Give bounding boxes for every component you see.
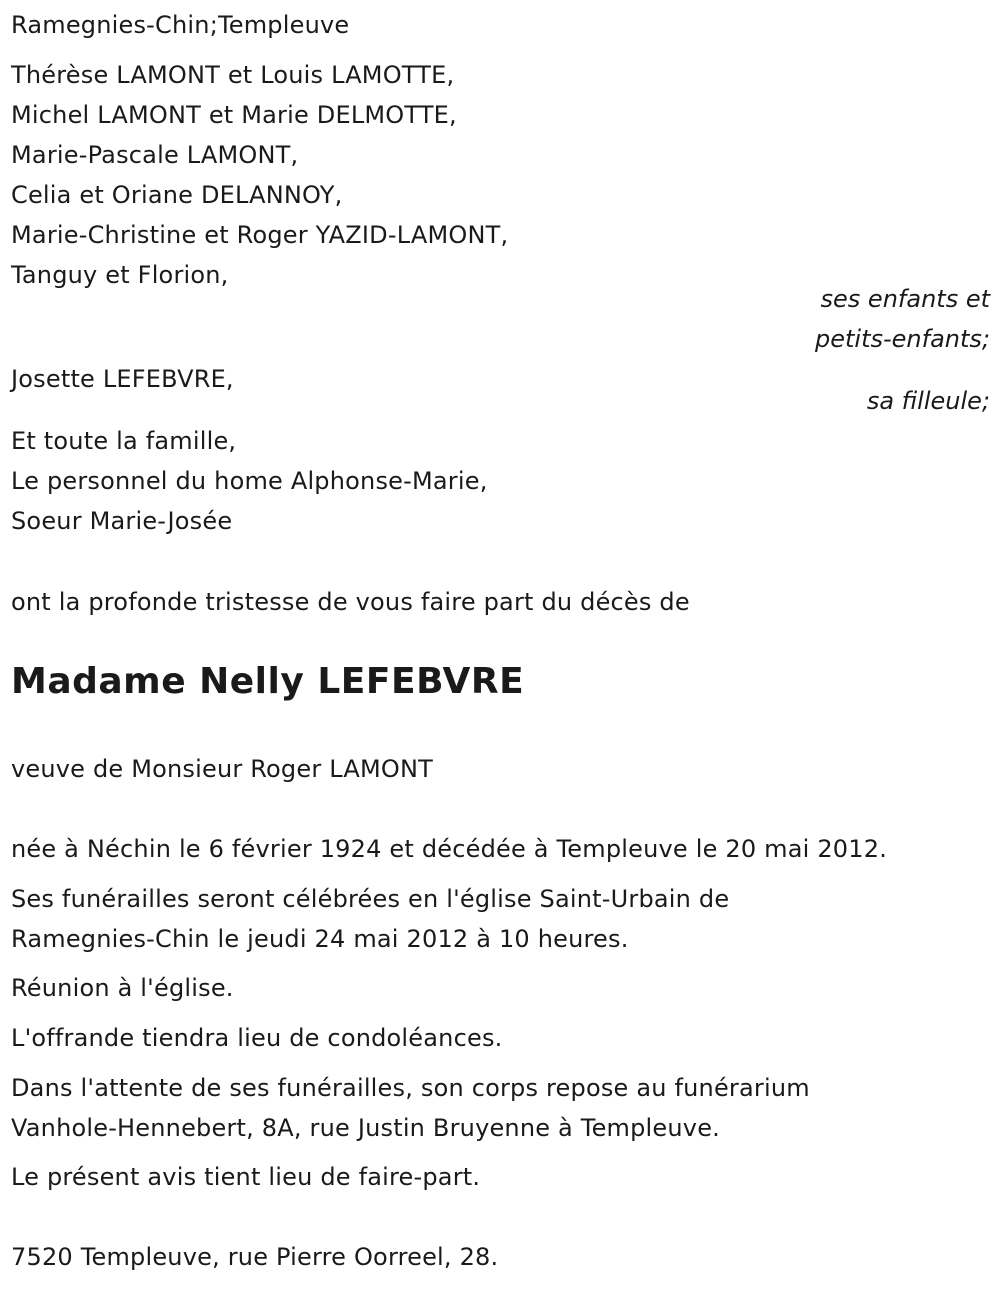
children-role-line2: petits-enfants; (815, 325, 990, 353)
notice-statement: Le présent avis tient lieu de faire-part. (11, 1163, 481, 1191)
funeral-info-line1: Ses funérailles seront célébrées en l'église Saint-Urbain de (11, 885, 730, 913)
children-role-line1: ses enfants et (820, 285, 990, 313)
location-header: Ramegnies-Chin;Templeuve (11, 11, 350, 39)
other-family-line: Le personnel du home Alphonse-Marie, (11, 467, 488, 495)
family-line: Michel LAMONT et Marie DELMOTTE, (11, 101, 457, 129)
repose-info-line1: Dans l'attente de ses funérailles, son corps repose au funérarium (11, 1074, 810, 1102)
family-line: Marie-Pascale LAMONT, (11, 141, 299, 169)
offering-info: L'offrande tiendra lieu de condoléances. (11, 1024, 503, 1052)
announcement-intro: ont la profonde tristesse de vous faire part du décès de (11, 588, 690, 616)
family-line: Celia et Oriane DELANNOY, (11, 181, 343, 209)
goddaughter-name: Josette LEFEBVRE, (11, 365, 234, 393)
goddaughter-role: sa filleule; (866, 387, 990, 415)
family-line: Marie-Christine et Roger YAZID-LAMONT, (11, 221, 509, 249)
deceased-name: Madame Nelly LEFEBVRE (11, 661, 525, 702)
family-line: Tanguy et Florion, (11, 261, 229, 289)
birth-death-dates: née à Néchin le 6 février 1924 et décédée à Templeuve le 20 mai 2012. (11, 835, 888, 863)
repose-info-line2: Vanhole-Hennebert, 8A, rue Justin Bruyenne à Templeuve. (11, 1114, 720, 1142)
funeral-info-line2: Ramegnies-Chin le jeudi 24 mai 2012 à 10 heures. (11, 925, 629, 953)
meeting-info: Réunion à l'église. (11, 974, 234, 1002)
other-family-line: Et toute la famille, (11, 427, 237, 455)
other-family-line: Soeur Marie-Josée (11, 507, 233, 535)
family-line: Thérèse LAMONT et Louis LAMOTTE, (11, 61, 455, 89)
widow-of: veuve de Monsieur Roger LAMONT (11, 755, 433, 783)
family-address: 7520 Templeuve, rue Pierre Oorreel, 28. (11, 1243, 499, 1271)
